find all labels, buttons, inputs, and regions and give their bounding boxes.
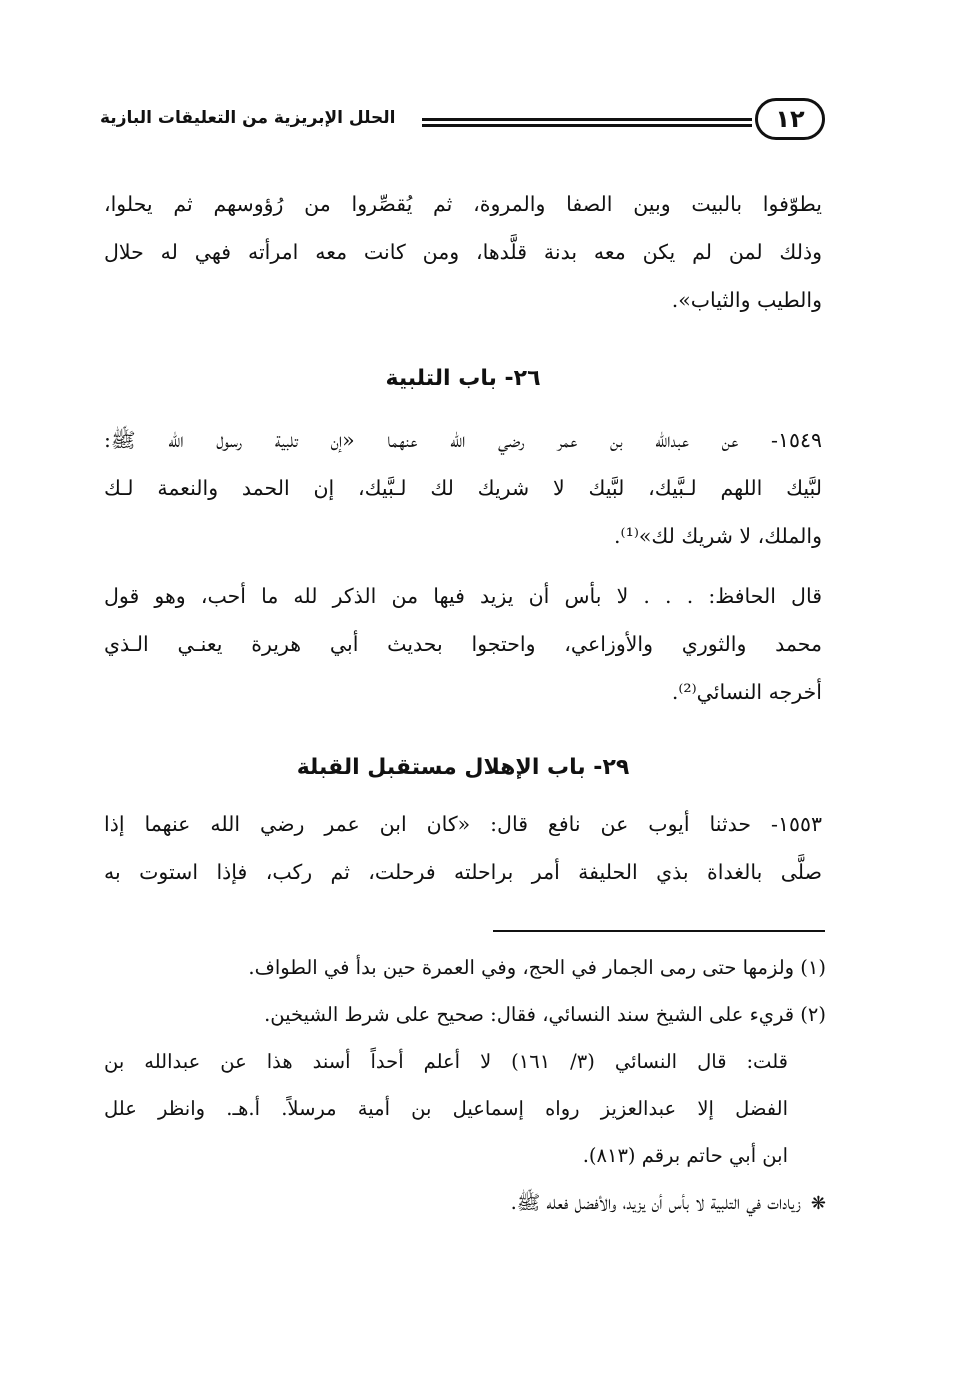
footnote-2: (٢) قريء على الشيخ سند النسائي، فقال: صحيح على شرط الشيخين. <box>264 1003 826 1026</box>
text-line: لبَّيك اللهم لـبَّيك، لبَّيك لا شريك لك لـبَّيك، إن الحمد والنعمة لـك <box>104 476 822 500</box>
page-number: ١٢ <box>755 98 825 140</box>
hafidh-comment <box>104 572 822 716</box>
footnote-2-note-line: قلت: قال النسائي (٣/ ١٦١) لا أعلم أحداً أسند هذا عن عبدالله بن <box>104 1050 788 1073</box>
text-line: أخرجه النسائي⁽²⁾. <box>671 680 822 704</box>
footnote-1: (١) ولزمها حتى رمى الجمار في الحج، وفي العمرة حين بدأ في الطواف. <box>248 956 826 979</box>
hadith-1553 <box>104 800 822 896</box>
chapter-heading-26: ٢٦- باب التلبية <box>385 366 541 391</box>
text-line: صلَّى بالغداة بذي الحليفة أمر براحلته فرحلت، ثم ركب، فإذا استوت به <box>104 860 822 884</box>
book-title: الحلل الإبريزية من التعليقات البازية <box>100 108 396 128</box>
star-note-text: زيادات في التلبية لا بأس أن يزيد، والأفضل فعله ﷺ. <box>510 1191 801 1214</box>
text-line: وذلك لمن لم يكن معه بدنة قلَّدها، ومن كانت معه امرأته فهي له حلال <box>104 240 822 264</box>
page-header <box>100 96 825 146</box>
chapter-heading-29: ٢٩- باب الإهلال مستقبل القبلة <box>296 755 630 780</box>
star-note <box>104 1179 826 1226</box>
text-line: يطوّفوا بالبيت وبين الصفا والمروة، ثم يُقصِّروا من رُؤوسهم ثم يحلوا، <box>104 192 822 216</box>
text-line: محمد والثوري والأوزاعي، واحتجوا بحديث أبي هريرة يعنـي الـذي <box>104 632 822 656</box>
text-line: قال الحافظ: . . . لا بأس أن يزيد فيها من الذكر لله ما أحب، وهو قول <box>104 584 822 608</box>
footnote-2-note-line: ابن أبي حاتم برقم (٨١٣). <box>582 1144 788 1167</box>
text-line: ١٥٤٩- عن عبدالله بن عمر رضي الله عنهما «إن تلبية رسول الله ﷺ: <box>104 428 822 452</box>
header-double-rule <box>422 118 752 127</box>
hadith-1549 <box>104 416 822 560</box>
text-line: والملك، لا شريك لك»⁽¹⁾. <box>614 524 822 548</box>
text-line: والطيب والثياب». <box>671 288 822 312</box>
footnote-separator <box>493 930 825 932</box>
text-line: ١٥٥٣- حدثنا أيوب عن نافع قال: «كان ابن عمر رضي الله عنهما إذا <box>104 812 822 836</box>
continuation-paragraph <box>104 180 822 324</box>
asterism-icon: ❋ <box>810 1193 826 1214</box>
footnote-2-note-line: الفضل إلا عبدالعزيز رواه إسماعيل بن أمية مرسلاً. أ.هـ. وانظر علل <box>104 1097 788 1120</box>
footnotes <box>104 944 826 1226</box>
